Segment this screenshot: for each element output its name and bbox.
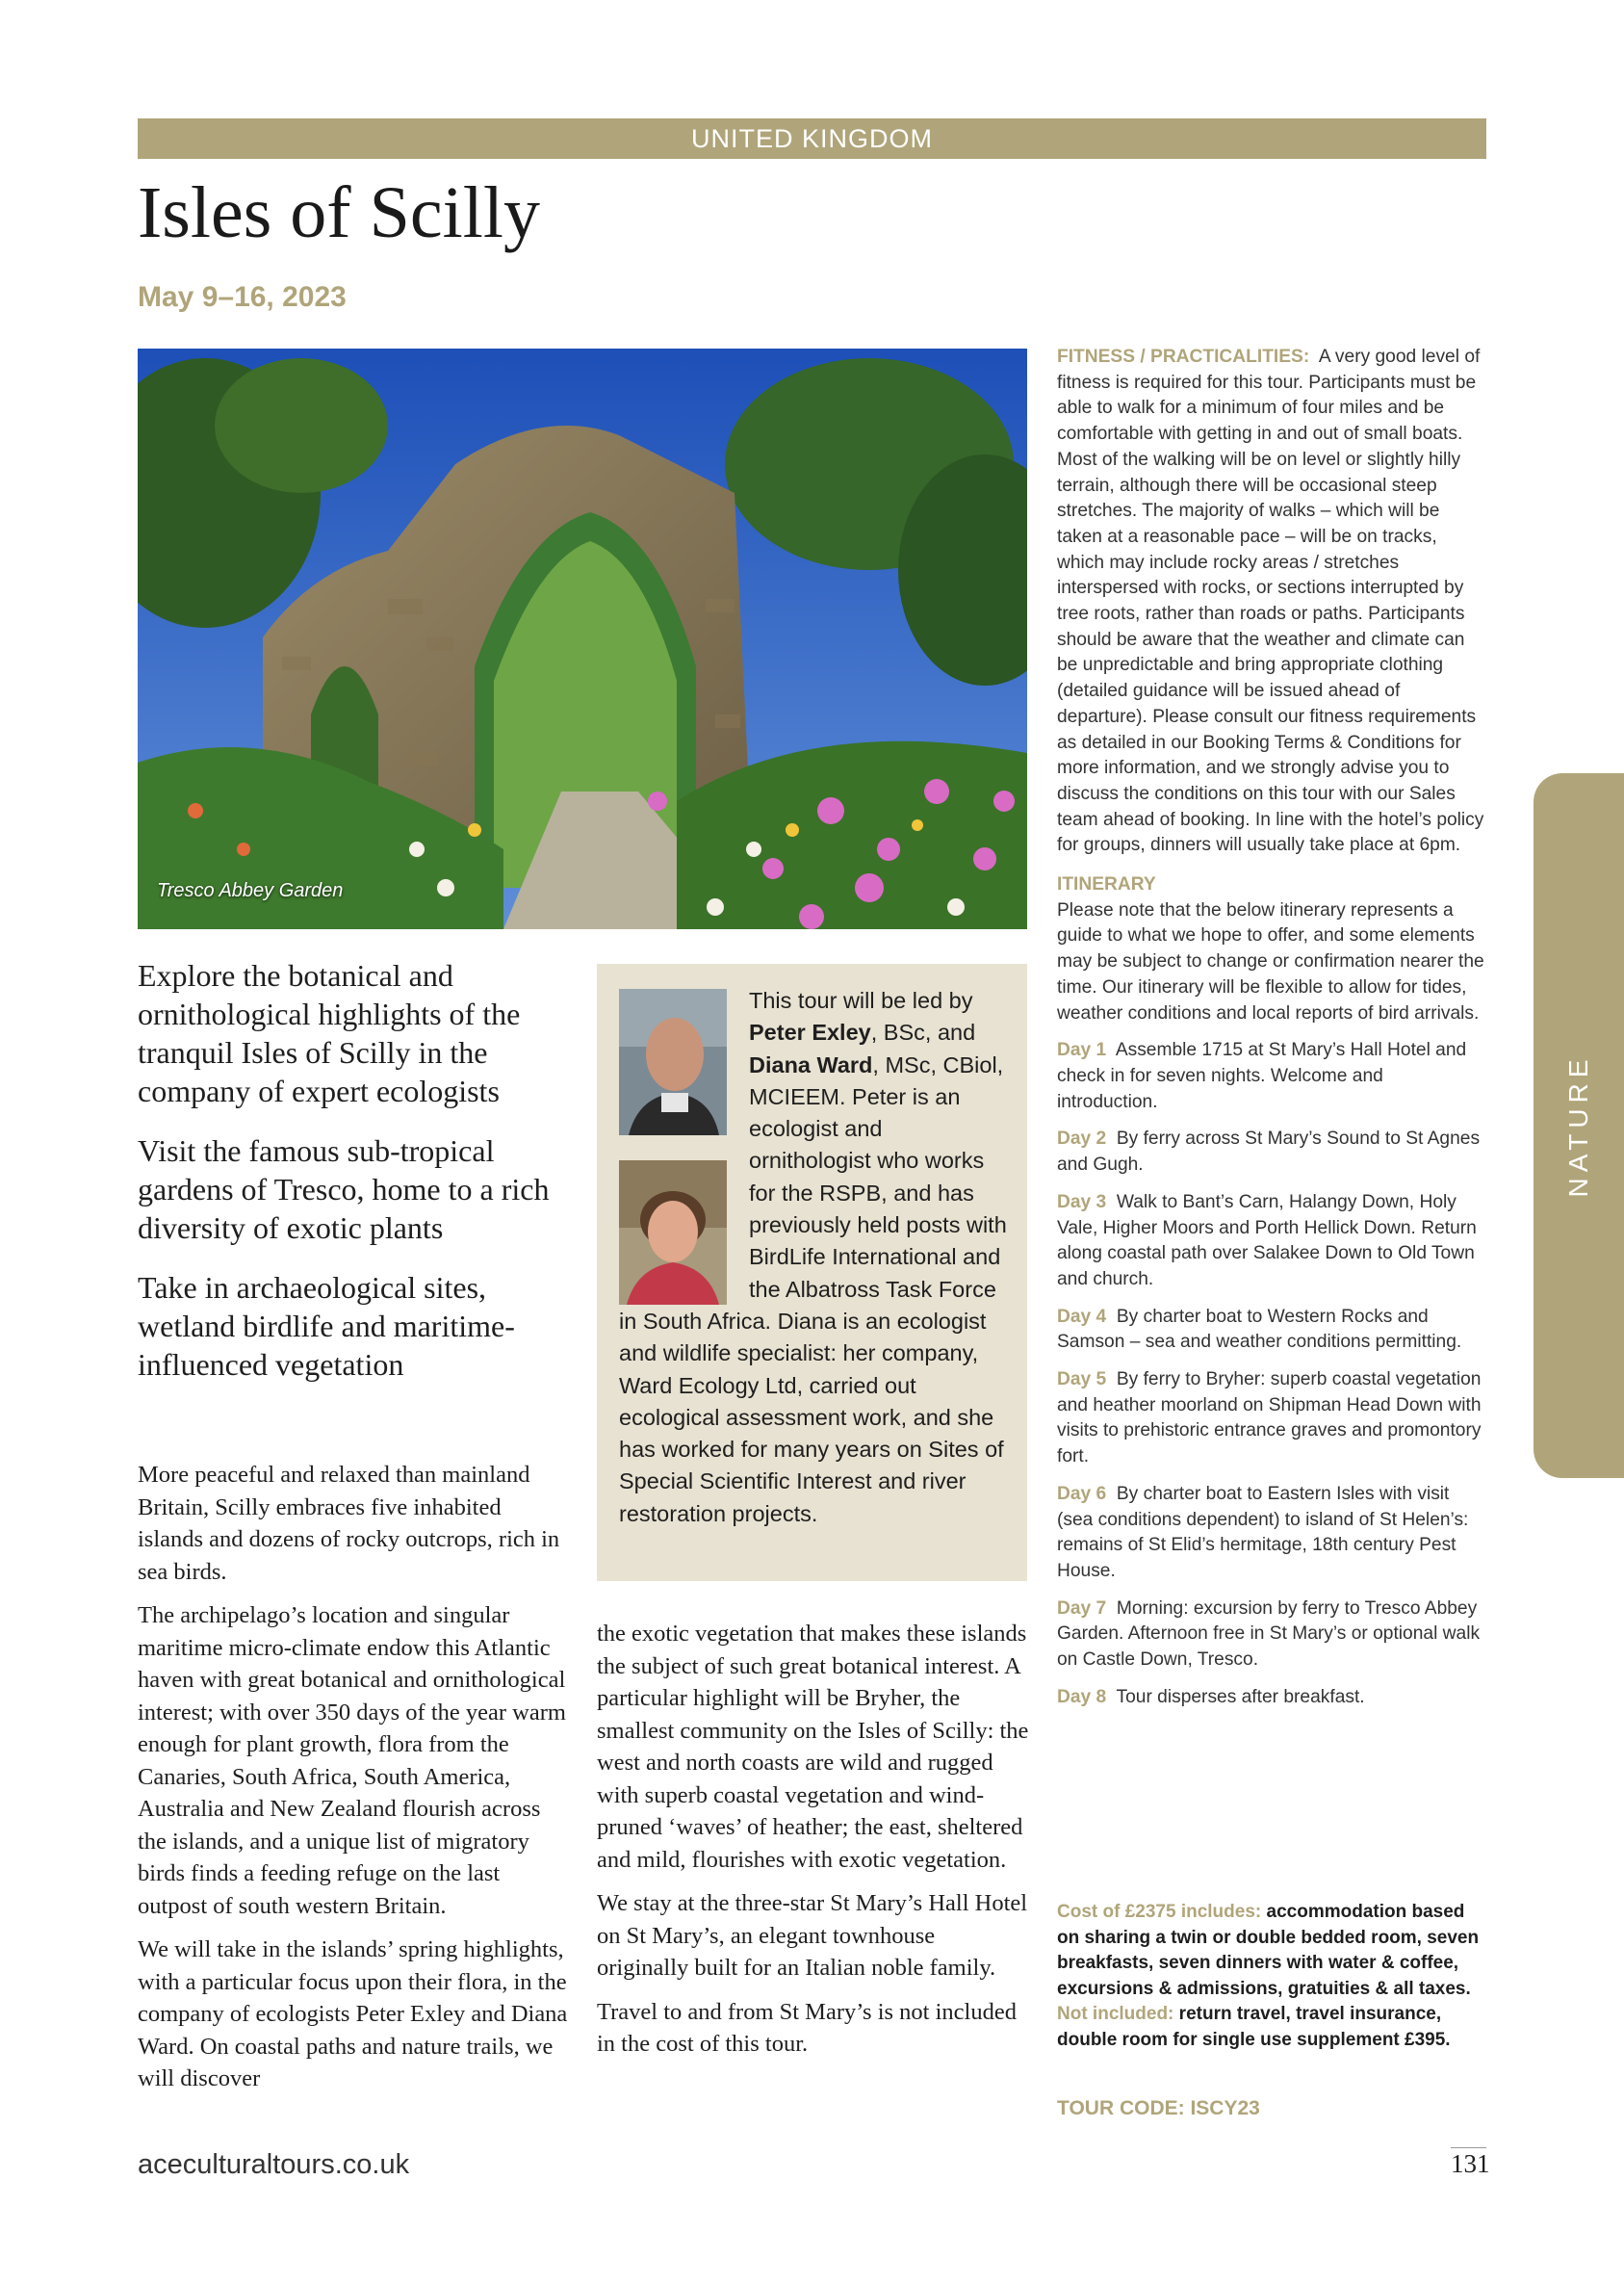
leader-name-diana: Diana Ward <box>749 1051 873 1077</box>
itinerary-day <box>1057 1596 1488 1674</box>
leaders-text-and: , BSc, and <box>870 1020 976 1046</box>
day-label: Day 8 <box>1057 1686 1107 1707</box>
body-paragraph: We will take in the islands’ spring highlights, with a particular focus upon their flora, in the company of ecologists Peter Exley and Diana Ward. On coastal paths and nature trails, we will discover <box>138 1936 568 2091</box>
page-title: Isles of Scilly <box>138 172 540 253</box>
day-text: Assemble 1715 at St Mary’s Hall Hotel and check in for seven nights. Welcome and introduction. <box>1057 1040 1467 1112</box>
itinerary-day <box>1057 1685 1488 1711</box>
diana-ward-portrait <box>619 1160 727 1305</box>
section-tab <box>1534 773 1624 1478</box>
itinerary-day <box>1057 1127 1488 1178</box>
tour-code: TOUR CODE: ISCY23 <box>1057 2097 1260 2119</box>
itinerary-intro: Please note that the below itinerary represents a guide to what we hope to offer, and some elements may be subject to change or confirmation nearer the time. Our itinerary will be flexible to allow for tides, weather conditions and local reports of bird arrivals. <box>1057 899 1484 1024</box>
not-included-label: Not included: <box>1057 2004 1174 2024</box>
photo-caption: Tresco Abbey Garden <box>157 880 344 901</box>
day-text: Morning: excursion by ferry to Tresco Abbey Garden. Afternoon free in St Mary’s or optional walk on Castle Down, Tresco. <box>1057 1597 1481 1671</box>
practicalities-column <box>1057 345 1488 1710</box>
not-included-text: return travel, travel insurance, double room for single use supplement £395. <box>1057 2004 1451 2050</box>
body-paragraph: the exotic vegetation that makes these islands the subject of such great botanical interest. A particular highlight will be Bryher, the smallest community on the Isles of Scilly: the west and north coasts are wild and rugged with superb coastal vegetation and wind-pruned ‘waves’ of heather; the east, sheltered and mild, flourishes with exotic vegetation. <box>597 1621 1029 1873</box>
day-text: By charter boat to Western Rocks and Samson – sea and weather conditions permitting. <box>1057 1306 1462 1353</box>
day-label: Day 2 <box>1057 1129 1107 1150</box>
cost-label: Cost of £2375 includes: <box>1057 1902 1262 1922</box>
cost-section <box>1057 1900 1488 2053</box>
tour-highlights <box>138 956 571 1405</box>
day-label: Day 4 <box>1057 1306 1107 1327</box>
country-banner: UNITED KINGDOM <box>138 118 1486 159</box>
day-label: Day 7 <box>1057 1597 1107 1619</box>
tour-dates: May 9–16, 2023 <box>138 281 347 313</box>
cost-text: accommodation based on sharing a twin or double bedded room, seven breakfasts, seven dinners with water & coffee, excursions & admissions, gratuities & all taxes. <box>1057 1902 1480 1999</box>
leaders-text-intro: This tour will be led by <box>749 988 973 1013</box>
body-paragraph: We stay at the three-star St Mary’s Hall Hotel on St Mary’s, an elegant townhouse originally built for an Italian noble family. <box>597 1890 1028 1981</box>
fitness-section <box>1057 345 1488 859</box>
itinerary-day <box>1057 1482 1488 1585</box>
highlight-item: Visit the famous sub-tropical gardens of Tresco, home to a rich diversity of exotic plants <box>138 1133 550 1245</box>
day-text: By ferry to Bryher: superb coastal vegetation and heather moorland on Shipman Head Down with visits to prehistoric entrance graves and promontory fort. <box>1057 1369 1482 1467</box>
highlight-item: Take in archaeological sites, wetland birdlife and maritime-influenced vegetation <box>138 1270 515 1382</box>
itinerary-day <box>1057 1305 1488 1356</box>
leader-name-peter: Peter Exley <box>749 1020 871 1046</box>
day-text: By ferry across St Mary’s Sound to St Agnes and Gugh. <box>1057 1129 1481 1176</box>
page-number-rule <box>1451 2147 1486 2148</box>
day-label: Day 6 <box>1057 1483 1107 1504</box>
body-paragraph: Travel to and from St Mary’s is not included in the cost of this tour. <box>597 1998 1017 2057</box>
section-tab-label: NATURE <box>1563 1053 1593 1198</box>
garden-photo-image <box>138 349 1027 929</box>
day-label: Day 1 <box>1057 1040 1107 1061</box>
day-text: Walk to Bant’s Carn, Halangy Down, Holy Vale, Higher Moors and Porth Hellick Down. Return along coastal path over Salakee Down to Old Town and church. <box>1057 1191 1477 1289</box>
footer-url: aceculturaltours.co.uk <box>138 2149 410 2180</box>
page-number: 131 <box>1451 2149 1490 2178</box>
itinerary-day <box>1057 1038 1488 1115</box>
fitness-heading: FITNESS / PRACTICALITIES: <box>1057 347 1310 367</box>
itinerary-day <box>1057 1367 1488 1470</box>
itinerary-heading: ITINERARY <box>1057 874 1156 895</box>
tour-leaders-box <box>597 964 1027 1581</box>
day-text: By charter boat to Eastern Isles with visit (sea conditions dependent) to island of St Helen’s: remains of St Elid’s hermitage, 18th century Pest House. <box>1057 1483 1469 1581</box>
body-paragraph: More peaceful and relaxed than mainland Britain, Scilly embraces five inhabited islands and dozens of rocky outcrops, rich in sea birds. <box>138 1462 560 1585</box>
leaders-text-bio: , MSc, CBiol, MCIEEM. Peter is an ecologist and ornithologist who works for the RSPB, and has previously held posts with BirdLife International and the Albatross Task Force in South Africa. Diana is an ecologist and wildlife specialist: her company, Ward Ecology Ltd, carried out ecological assessment work, and she has worked for many years on Sites of Special Scientific Interest and river restoration projects. <box>619 1051 1007 1526</box>
body-column-1 <box>138 1459 571 2107</box>
day-text: Tour disperses after breakfast. <box>1116 1686 1365 1707</box>
body-column-2 <box>597 1618 1030 2072</box>
garden-photo <box>138 349 1027 929</box>
highlight-item: Explore the botanical and ornithological highlights of the tranquil Isles of Scilly in the company of expert ecologists <box>138 958 521 1108</box>
itinerary-day <box>1057 1190 1488 1293</box>
fitness-text: A very good level of fitness is required for this tour. Participants must be able to walk for a minimum of four miles and be comfortable with getting in and out of small boats. Most of the walking will be on level or slightly hilly terrain, although there will be occasional steep stretches. The majority of walks – which will be taken at a reasonable pace – will be on tracks, which may include rocky areas / stretches interspersed with rocks, or sections interrupted by tree roots, rather than roads or paths. Participants should be aware that the weather and climate can be unpredictable and bring appropriate clothing (detailed guidance will be issued ahead of departure). Please consult our fitness requirements as detailed in our Booking Terms & Conditions for more information, and we strongly advise you to discuss the conditions on this tour with our Sales team ahead of booking. In line with the hotel’s policy for groups, dinners will usually take place at 6pm. <box>1057 347 1484 856</box>
day-label: Day 5 <box>1057 1369 1107 1390</box>
peter-exley-portrait <box>619 989 727 1135</box>
body-paragraph: The archipelago’s location and singular maritime micro-climate endow this Atlantic haven with great botanical and ornithological interest; with over 350 days of the year warm enough for plant growth, flora from the Canaries, South Africa, South America, Australia and New Zealand flourish across the islands, and a unique list of migratory birds finds a feeding refuge on the last outpost of south western Britain. <box>138 1602 566 1919</box>
day-label: Day 3 <box>1057 1191 1107 1212</box>
